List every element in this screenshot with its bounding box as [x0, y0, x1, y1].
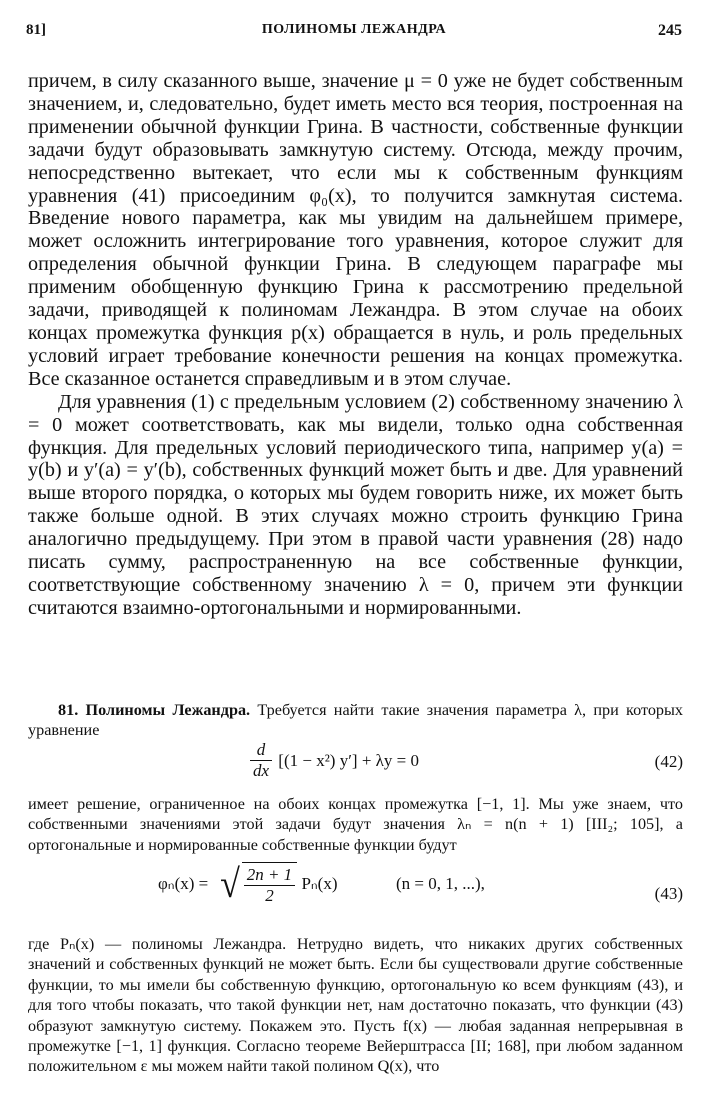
paragraph-2: Для уравнения (1) с предельным условием (2) собственному значению λ = 0 может соответствовать, как мы видели, только одна собственная функция. Для предельных условий периодического типа, например y(a) = y(b) и y′(a) = y′(b), собственных функций может быть и две. Для уравнений выше второго порядка, о которых мы будем говорить ниже, их может быть также больше одной. В этих случаях можно строить функцию Грина аналогично предыдущему. При этом в правой части уравнения (28) надо писать сумму, распространенную на все собственные функции, соответствующие собственному значению λ = 0, причем эти функции считаются взаимно-ортогональными и нормированными.	[28, 390, 683, 619]
section-marker: 81]	[26, 22, 46, 38]
radical-content	[242, 862, 297, 906]
equation-42	[28, 740, 683, 788]
running-title: ПОЛИНОМЫ ЛЕЖАНДРА	[261, 22, 447, 37]
equation-43-fraction	[244, 865, 295, 906]
equation-43-body	[158, 862, 485, 906]
equation-42-rest: [(1 − x²) y′] + λy = 0	[278, 750, 420, 770]
section-81-intro: Требуется найти такие значения параметра λ, при которых уравнение	[28, 701, 683, 740]
equation-43-numerator: 2n + 1	[246, 865, 293, 884]
text-after-equation-42	[28, 794, 683, 855]
equation-43-rhs: Pₙ(x)	[301, 874, 338, 893]
equation-42-derivative	[250, 740, 272, 781]
square-root	[219, 862, 298, 906]
equation-43	[28, 862, 683, 922]
equation-43-number: (43)	[654, 884, 683, 903]
equation-43-lhs: φₙ(x) =	[158, 874, 209, 893]
text-after-equation-43	[28, 934, 683, 1077]
after-43-paragraph: где Pₙ(x) — полиномы Лежандра. Нетрудно видеть, что никаких других собственных значений и собственных функций не может быть. Если бы существовали другие собственные функции, то мы имели бы собственную функцию, ортогональную ко всем функциям (43), и для того чтобы показать, что такой функции нет, нам достаточно показать, что функции (43) образуют замкнутую систему. Покажем это. Пусть f(x) — любая заданная непрерывная в промежутке [−1, 1] функция. Согласно теореме Вейерштрасса [II; 168], при любом заданном положительном ε мы можем найти такой полином Q(x), что	[28, 935, 683, 1076]
page-number: 245	[658, 22, 682, 39]
equation-42-numerator: d	[256, 740, 266, 759]
after-42-paragraph: имеет решение, ограниченное на обоих концах промежутка [−1, 1]. Мы уже знаем, что собственными значениями этой задачи будут значения λₙ = n(n + 1) [III₂; 105], а ортогональные и нормированные собственные функции будут	[28, 795, 683, 854]
equation-43-denominator: 2	[244, 885, 295, 906]
section-81-intro-paragraph	[28, 700, 683, 741]
equation-42-body	[248, 740, 419, 781]
main-text	[28, 70, 683, 620]
paragraph-1: причем, в силу сказанного выше, значение μ = 0 уже не будет собственным значением, и, следовательно, будет иметь место вся теория, построенная на применении обычной функции Грина. В частности, собственные функции задачи будут образовывать замкнутую систему. Отсюда, между прочим, непосредственно вытекает, что если мы к собственным функциям уравнения (41) присоединим φ₀(x), то получится замкнутая система. Введение нового параметра, как мы увидим на дальнейшем примере, может осложнить интегрирование того уравнения, которое служит для определения обычной функции Грина. В следующем параграфе мы применим обобщенную функцию Грина к рассмотрению предельной задачи, приводящей к полиномам Лежандра. В этом случае на обоих концах промежутка функция p(x) обращается в нуль, и роль предельных условий играет требование конечности решения на концах промежутка. Все сказанное останется справедливым и в этом случае.	[28, 70, 683, 390]
equation-43-condition: (n = 0, 1, ...),	[396, 874, 485, 893]
running-head	[26, 22, 682, 46]
equation-42-number: (42)	[654, 752, 683, 771]
equation-42-denominator: dx	[250, 760, 272, 781]
radical-sign-icon: √	[219, 861, 240, 906]
section-81	[28, 700, 683, 741]
section-81-title: 81. Полиномы Лежандра.	[58, 701, 251, 719]
